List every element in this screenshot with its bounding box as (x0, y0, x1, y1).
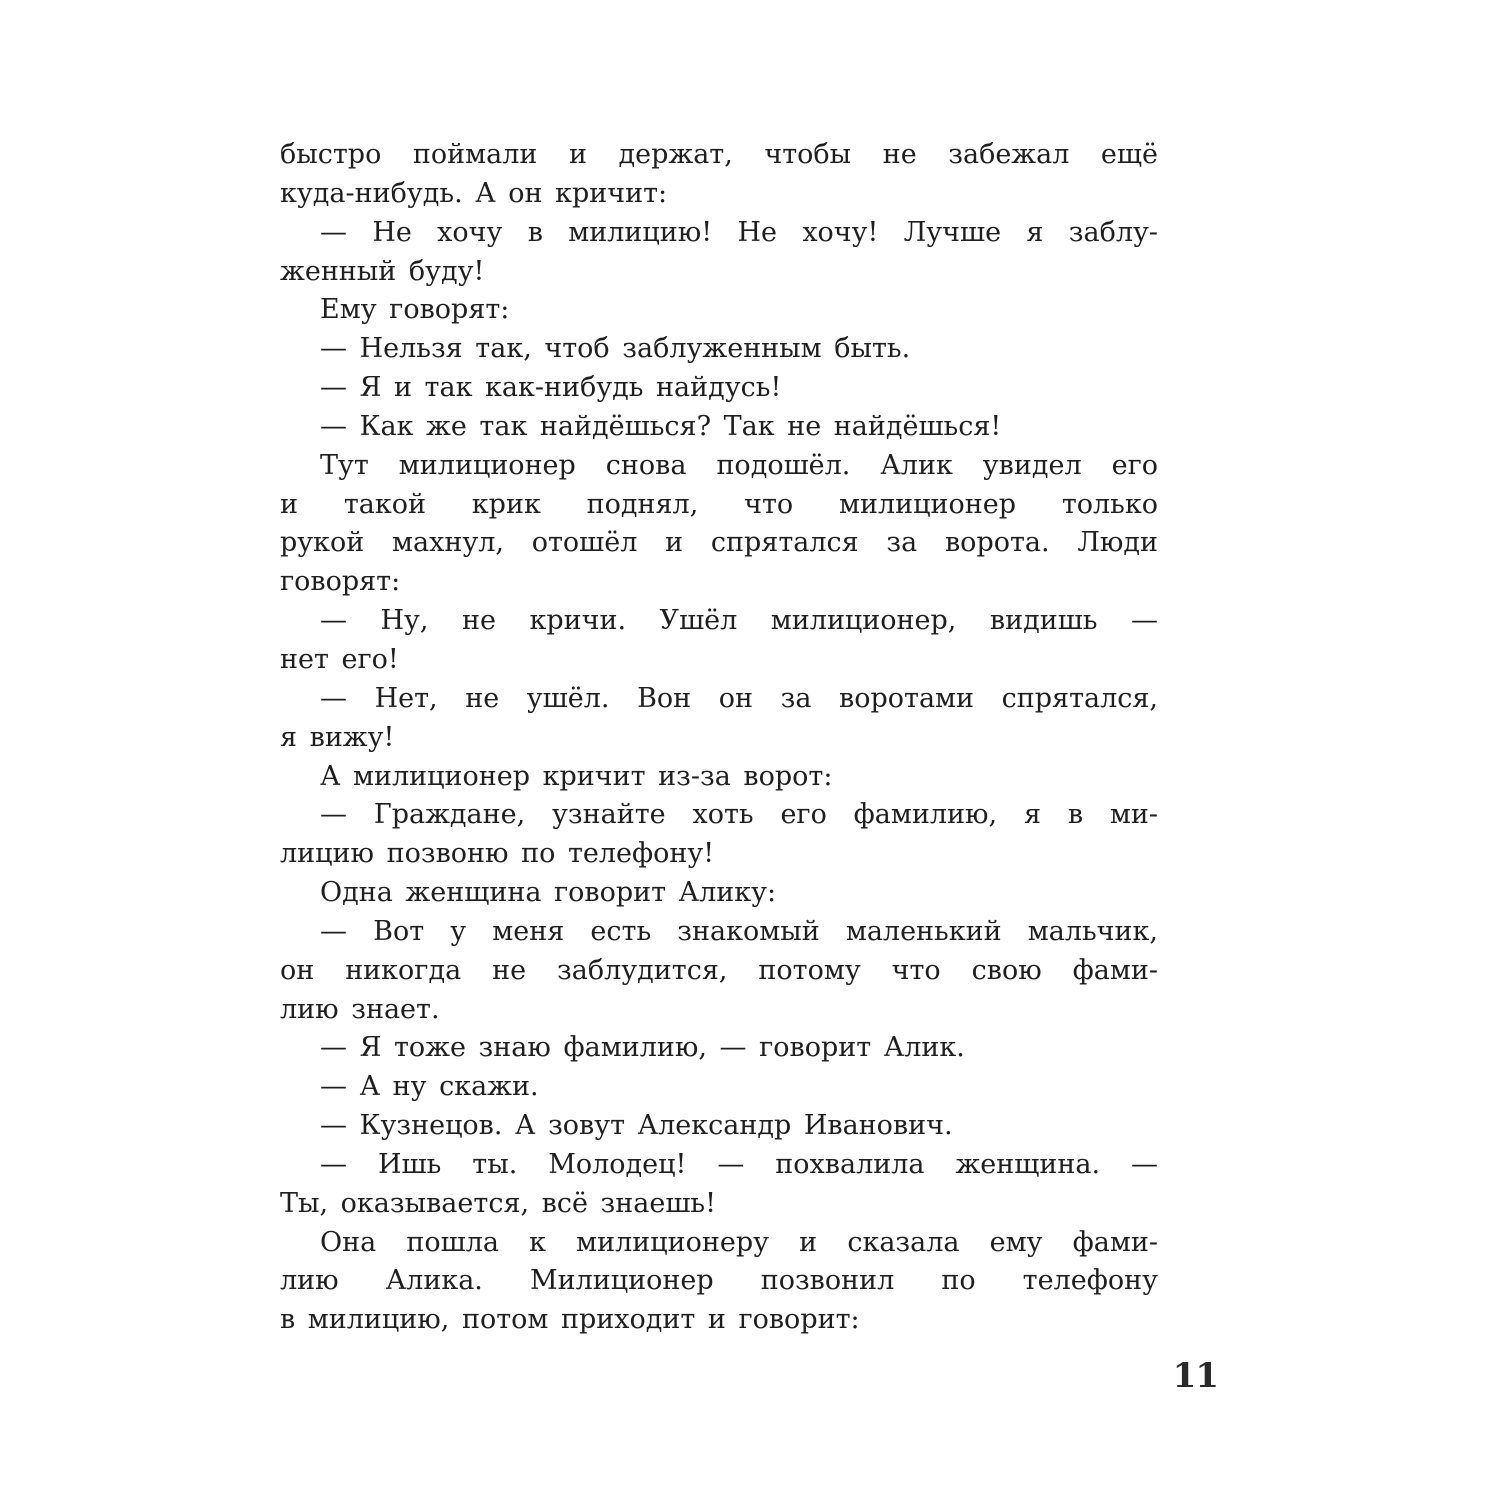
text-line: женный буду! (280, 255, 485, 287)
text-line: нет его! (280, 643, 399, 675)
text-line: — Как же так найдёшься? Так не найдёшься! (320, 410, 1002, 442)
text-line: куда-нибудь. А он кричит: (280, 177, 668, 209)
text-line: — Я и так как-нибудь найдусь! (320, 372, 782, 404)
text-line: Она пошла к милиционеру и сказала ему фами- (320, 1226, 1158, 1258)
text-line: А милиционер кричит из-за ворот: (320, 760, 833, 792)
text-line: — Вот у меня есть знакомый маленький мальчик, (320, 915, 1158, 947)
text-line: Ты, оказывается, всё знаешь! (280, 1187, 716, 1219)
text-line: — А ну скажи. (320, 1071, 539, 1103)
page-text (280, 136, 1158, 1340)
text-line: он никогда не заблудится, потому что свою фами- (280, 954, 1158, 986)
text-line: — Кузнецов. А зовут Александр Иванович. (320, 1110, 953, 1142)
text-line: — Ишь ты. Молодец! — похвалила женщина. — (320, 1148, 1158, 1180)
text-line: лицию позвоню по телефону! (280, 838, 715, 870)
page-number: 11 (1172, 1356, 1218, 1396)
text-line: Тут милиционер снова подошёл. Алик увидел его (320, 449, 1158, 481)
text-line: — Нет, не ушёл. Вон он за воротами спрятался, (320, 682, 1158, 714)
text-line: и такой крик поднял, что милиционер только (280, 488, 1158, 520)
text-line: лию знает. (280, 993, 440, 1025)
text-line: я вижу! (280, 721, 395, 753)
text-line: — Не хочу в милицию! Не хочу! Лучше я заблу- (320, 216, 1158, 248)
text-line: Одна женщина говорит Алику: (320, 877, 777, 909)
text-line: рукой махнул, отошёл и спрятался за ворота. Люди (280, 527, 1158, 559)
text-line: — Нельзя так, чтоб заблуженным быть. (320, 333, 911, 365)
text-line: говорят: (280, 566, 401, 598)
text-line: быстро поймали и держат, чтобы не забежал ещё (280, 139, 1158, 170)
text-line: в милицию, потом приходит и говорит: (280, 1304, 860, 1336)
text-line: Ему говорят: (320, 294, 510, 326)
text-line: — Я тоже знаю фамилию, — говорит Алик. (320, 1032, 965, 1064)
text-line: — Граждане, узнайте хоть его фамилию, я в ми- (320, 799, 1158, 831)
text-line: лию Алика. Милиционер позвонил по телефону (280, 1265, 1158, 1297)
text-line: — Ну, не кричи. Ушёл милиционер, видишь — (320, 605, 1158, 637)
